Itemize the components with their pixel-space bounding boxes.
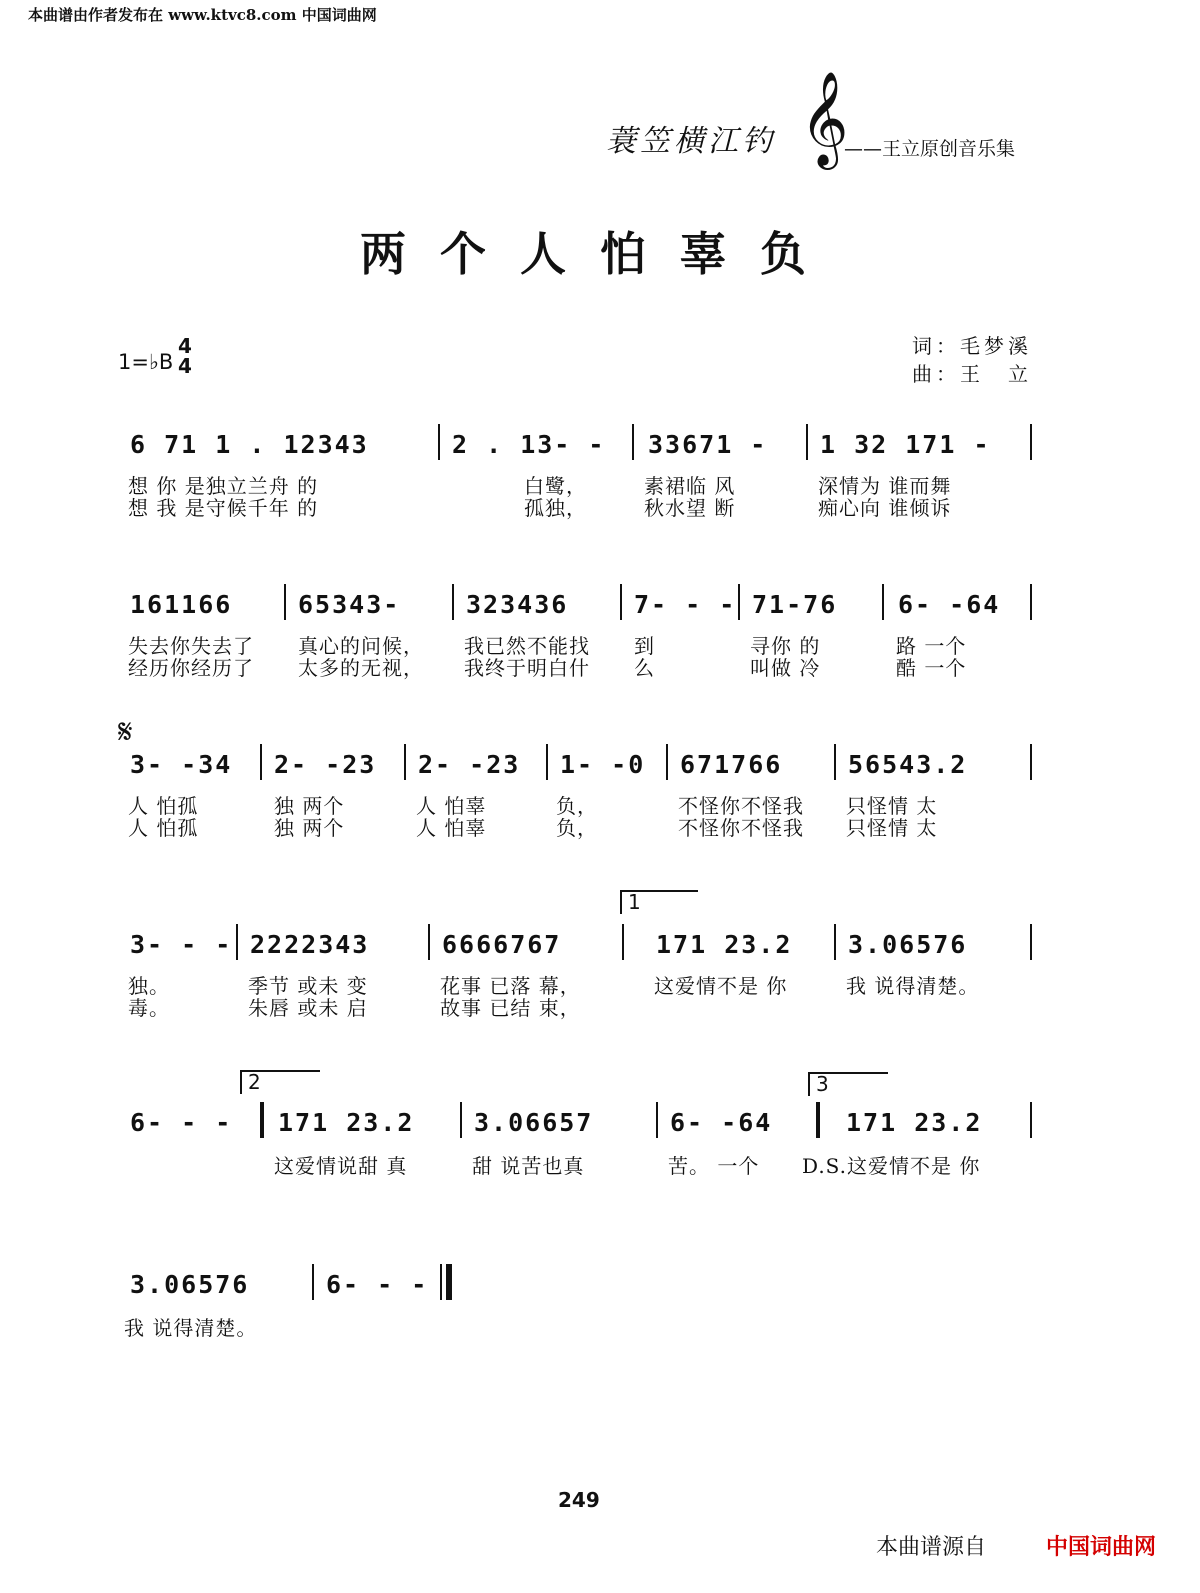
lyric-verse-2: 朱唇 或未 启: [248, 996, 368, 1020]
source-header: 本曲谱由作者发布在 www.ktvc8.com 中国词曲网: [28, 6, 377, 24]
bar-line: [1030, 744, 1032, 780]
measure-notes: 3- - -: [130, 930, 233, 959]
lyric-verse-1: 只怪情 太: [846, 794, 938, 818]
lyric-verse-1: 季节 或未 变: [248, 974, 368, 998]
measure-notes: 6- - -: [326, 1270, 429, 1299]
lyric-verse-1: 负，: [556, 794, 598, 818]
lyric-verse-2: 只怪情 太: [846, 816, 938, 840]
time-signature-bottom: 4: [178, 354, 192, 378]
measure-notes: 2- -23: [274, 750, 377, 779]
lyric-verse-2: 独 两个: [274, 816, 345, 840]
volta-bracket-2: [240, 1070, 320, 1094]
lyric-verse-2: 经历你经历了: [128, 656, 254, 680]
lyric-verse-1: 白鹭，: [524, 474, 587, 498]
bar-line: [284, 584, 286, 620]
bar-line: [632, 424, 634, 460]
lyric-verse-1: 我 说得清楚。: [124, 1316, 258, 1340]
key-signature: 1=♭B: [118, 350, 174, 374]
lyric-verse-2: 人 怕孤: [128, 816, 199, 840]
lyric-verse-1: 到: [634, 634, 655, 658]
lyric-verse-2: 叫做 冷: [750, 656, 821, 680]
lyric-verse-2: 太多的无视，: [298, 656, 424, 680]
final-bar-line: [446, 1264, 452, 1300]
treble-clef-icon: 𝄞: [800, 71, 849, 166]
lyric-verse-1: 路 一个: [896, 634, 967, 658]
bar-line: [882, 584, 884, 620]
lyric-verse-2: 毒。: [128, 996, 170, 1020]
lyric-verse-1: 寻你 的: [750, 634, 821, 658]
measure-notes: 7- - -: [634, 590, 737, 619]
lyric-verse-1: 失去你失去了: [128, 634, 254, 658]
bar-line: [1030, 584, 1032, 620]
bar-line: [440, 1264, 442, 1300]
volta-number: 1: [628, 890, 641, 914]
measure-notes: 56543.2: [848, 750, 968, 779]
measure-notes: 323436: [466, 590, 569, 619]
measure-notes: 171 23.2: [278, 1108, 415, 1137]
lyric-verse-2: 我终于明白什: [464, 656, 590, 680]
measure-notes: 3.06576: [130, 1270, 250, 1299]
lyric-verse-1: 这爱情不是 你: [654, 974, 788, 998]
volta-number: 3: [816, 1072, 829, 1096]
bar-line: [460, 1102, 462, 1138]
bar-line: [438, 424, 440, 460]
time-signature-top: 4: [178, 334, 192, 358]
composer-credit: 曲：王 立: [912, 362, 1032, 386]
measure-notes: 65343-: [298, 590, 401, 619]
lyric-verse-1: 我 说得清楚。: [846, 974, 980, 998]
measure-notes: 3.06657: [474, 1108, 594, 1137]
footer-source-link[interactable]: 中国词曲网: [1046, 1535, 1157, 1560]
measure-notes: 6 71 1 . 12343: [130, 430, 369, 459]
song-title: 两个人怕辜负: [360, 227, 840, 281]
bar-line: [666, 744, 668, 780]
lyric-verse-1: D.S.这爱情不是 你: [802, 1154, 981, 1178]
book-subtitle: ——王立原创音乐集: [844, 138, 1016, 160]
bar-line: [312, 1264, 314, 1300]
lyric-verse-2: 酷 一个: [896, 656, 967, 680]
measure-notes: 1 32 171 -: [820, 430, 991, 459]
lyric-verse-1: 深情为 谁而舞: [818, 474, 952, 498]
measure-notes: 3.06576: [848, 930, 968, 959]
bar-line: [452, 584, 454, 620]
bar-line: [428, 924, 430, 960]
lyric-verse-1: 这爱情说甜 真: [274, 1154, 408, 1178]
measure-notes: 6- -64: [898, 590, 1001, 619]
volta-bracket-1: [620, 890, 698, 914]
bar-line: [834, 744, 836, 780]
lyric-verse-1: 独。: [128, 974, 170, 998]
lyric-verse-2: 故事 已结 束，: [440, 996, 581, 1020]
time-signature: [178, 336, 192, 376]
measure-notes: 2 . 13- -: [452, 430, 606, 459]
volta-bracket-3: [808, 1072, 888, 1096]
footer-source-label: 本曲谱源自: [876, 1535, 987, 1560]
measure-notes: 171 23.2: [656, 930, 793, 959]
lyric-verse-2: 想 我 是守候千年 的: [128, 496, 319, 520]
book-title: 蓑笠横江钓: [606, 124, 776, 159]
measure-notes: 71-76: [752, 590, 838, 619]
bar-line: [236, 924, 238, 960]
lyric-verse-2: 人 怕辜: [416, 816, 487, 840]
lyricist-credit: 词：毛梦溪: [912, 334, 1032, 358]
page-number: 249: [558, 1488, 600, 1512]
lyric-verse-1: 人 怕孤: [128, 794, 199, 818]
bar-line: [260, 744, 262, 780]
lyric-verse-1: 花事 已落 幕，: [440, 974, 581, 998]
bar-line: [546, 744, 548, 780]
bar-line: [1030, 924, 1032, 960]
measure-notes: 3- -34: [130, 750, 233, 779]
lyric-verse-1: 我已然不能找: [464, 634, 590, 658]
measure-notes: 2222343: [250, 930, 370, 959]
lyric-verse-1: 甜 说苦也真: [472, 1154, 585, 1178]
lyric-verse-2: 不怪你不怪我: [678, 816, 804, 840]
bar-line: [1030, 424, 1032, 460]
lyric-verse-1: 不怪你不怪我: [678, 794, 804, 818]
volta-number: 2: [248, 1070, 261, 1094]
bar-line: [834, 924, 836, 960]
repeat-end-bar: [260, 1102, 264, 1138]
segno-icon: 𝄋: [118, 712, 133, 752]
lyric-verse-2: 负，: [556, 816, 598, 840]
measure-notes: 161166: [130, 590, 233, 619]
measure-notes: 671766: [680, 750, 783, 779]
measure-notes: 2- -23: [418, 750, 521, 779]
measure-notes: 171 23.2: [846, 1108, 983, 1137]
bar-line: [806, 424, 808, 460]
measure-notes: 1- -0: [560, 750, 646, 779]
lyric-verse-2: 秋水望 断: [644, 496, 736, 520]
measure-notes: 6- - -: [130, 1108, 233, 1137]
bar-line: [1030, 1102, 1032, 1138]
lyric-verse-1: 独 两个: [274, 794, 345, 818]
repeat-end-bar: [816, 1102, 820, 1138]
lyric-verse-1: 想 你 是独立兰舟 的: [128, 474, 319, 498]
lyric-verse-1: 真心的问候，: [298, 634, 424, 658]
lyric-verse-2: 么: [634, 656, 655, 680]
bar-line: [656, 1102, 658, 1138]
measure-notes: 6666767: [442, 930, 562, 959]
bar-line: [738, 584, 740, 620]
bar-line: [622, 924, 624, 960]
lyric-verse-2: 痴心向 谁倾诉: [818, 496, 952, 520]
measure-notes: 6- -64: [670, 1108, 773, 1137]
lyric-verse-1: 苦。 一个: [668, 1154, 760, 1178]
measure-notes: 33671 -: [648, 430, 768, 459]
bar-line: [620, 584, 622, 620]
bar-line: [404, 744, 406, 780]
lyric-verse-2: 孤独，: [524, 496, 587, 520]
lyric-verse-1: 人 怕辜: [416, 794, 487, 818]
lyric-verse-1: 素裙临 风: [644, 474, 736, 498]
